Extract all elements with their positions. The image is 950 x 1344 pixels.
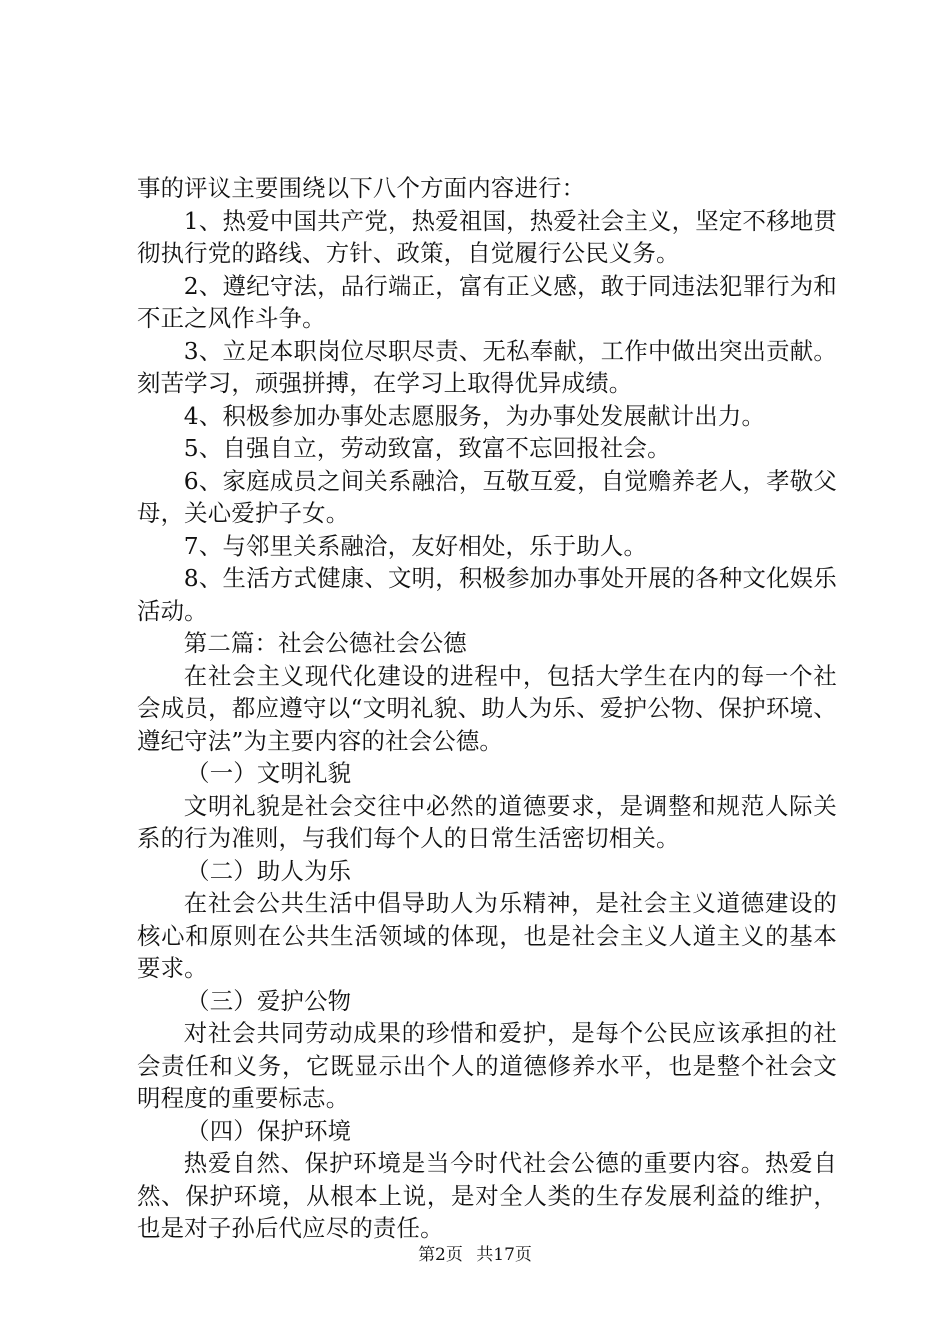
- paragraph: 对社会共同劳动成果的珍惜和爱护，是每个公民应该承担的社会责任和义务，它既显示出个人的道德修养水平，也是整个社会文明程度的重要标志。: [137, 1019, 837, 1112]
- paragraph: 文明礼貌是社会交往中必然的道德要求，是调整和规范人际关系的行为准则，与我们每个人的日常生活密切相关。: [137, 791, 837, 852]
- list-item-1: 1、热爱中国共产党，热爱祖国，热爱社会主义，坚定不移地贯彻执行党的路线、方针、政策，自觉履行公民义务。: [137, 206, 837, 267]
- subsection-title: （二）助人为乐: [186, 856, 352, 885]
- subsection-title: （一）文明礼貌: [186, 759, 352, 787]
- paragraph: 热爱自然、保护环境是当今时代社会公德的重要内容。热爱自然、保护环境，从根本上说，是对全人类的生存发展利益的维护，也是对子孙后代应尽的责任。: [137, 1149, 837, 1242]
- page-footer: [0, 1244, 950, 1266]
- page-number: 第2页: [418, 1245, 463, 1265]
- list-item-8: 8、生活方式健康、文明，积极参加办事处开展的各种文化娱乐活动。: [137, 564, 837, 625]
- list-item-7: 7、与邻里关系融洽，友好相处，乐于助人。: [183, 531, 648, 560]
- document-body: [137, 172, 837, 1245]
- list-item-3: 3、立足本职岗位尽职尽责、无私奉献，工作中做出突出贡献。刻苦学习，顽强拼搏，在学习上取得优异成绩。: [137, 336, 837, 397]
- list-item-2: 2、遵纪守法，品行端正，富有正义感，敢于同违法犯罪行为和不正之风作斗争。: [137, 271, 837, 332]
- list-item-4: 4、积极参加办事处志愿服务，为办事处发展献计出力。: [183, 401, 766, 430]
- page-total: 共17页: [476, 1245, 532, 1265]
- section-title: 第二篇：社会公德社会公德: [183, 629, 467, 657]
- subsection-title: （三）爱护公物: [186, 986, 352, 1015]
- subsection-title: （四）保护环境: [186, 1116, 352, 1145]
- paragraph: 在社会公共生活中倡导助人为乐精神，是社会主义道德建设的核心和原则在公共生活领域的体现，也是社会主义人道主义的基本要求。: [137, 889, 837, 982]
- paragraph: 在社会主义现代化建设的进程中，包括大学生在内的每一个社会成员，都应遵守以“文明礼貌、助人为乐、爱护公物、保护环境、遵纪守法”为主要内容的社会公德。: [137, 661, 837, 755]
- list-item-5: 5、自强自立，劳动致富，致富不忘回报社会。: [183, 434, 671, 462]
- list-item-6: 6、家庭成员之间关系融洽，互敬互爱，自觉赡养老人，孝敬父母，关心爱护子女。: [137, 466, 837, 527]
- paragraph: 事的评议主要围绕以下八个方面内容进行：: [137, 174, 586, 202]
